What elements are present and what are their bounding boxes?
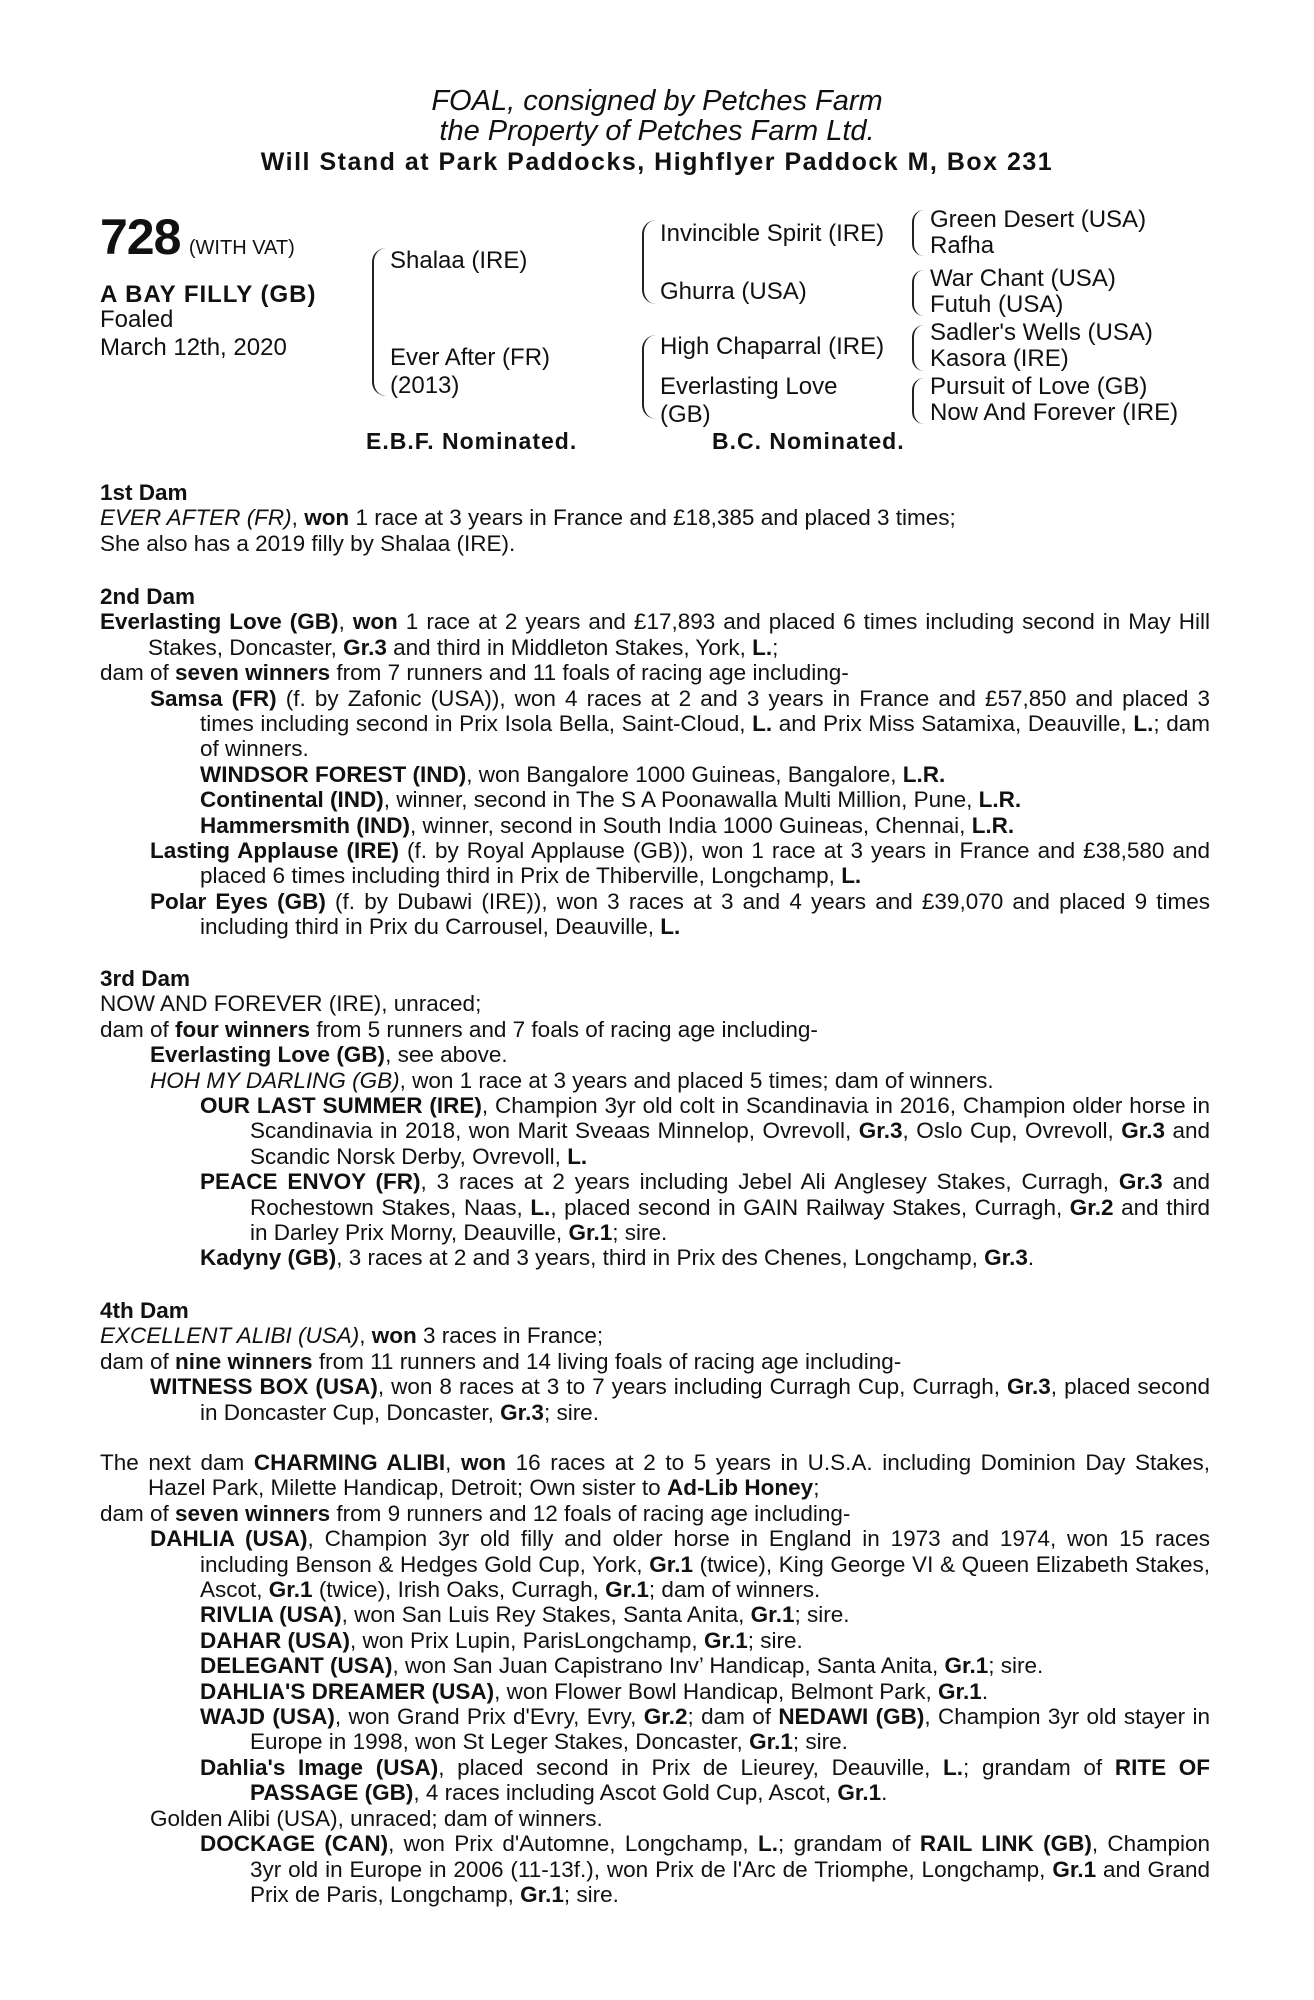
g-brace-1 [912, 210, 924, 256]
vat-label: (WITH VAT) [188, 237, 295, 259]
produce-entry: DOCKAGE (CAN), won Prix d'Automne, Longchamp, L.; grandam of RAIL LINK (GB), Champion 3yr old in Europe in 2006 (11-13f.), won Prix de l'Arc de Triomphe, Longchamp, Gr.1 and Grand Prix de Paris, Longchamp, Gr.1; sire. [200, 1831, 1210, 1907]
dam-note: She also has a 2019 filly by Shalaa (IRE). [100, 530, 516, 556]
foaled-label: Foaled [100, 306, 174, 333]
produce-entry: PEACE ENVOY (FR), 3 races at 2 years including Jebel Ali Anglesey Stakes, Curragh, Gr.3 and Rochestown Stakes, Naas, L., placed second in GAIN Railway Stakes, Curragh, Gr.2 and third in Darley Prix Morny, Deauville, Gr.1; sire. [200, 1169, 1210, 1246]
sire-sire: Invincible Spirit (IRE) [660, 220, 885, 247]
produce-entry: OUR LAST SUMMER (IRE), Champion 3yr old colt in Scandinavia in 2016, Champion older horse in Scandinavia in 2018, won Marit Sveaas Minnelop, Ovrevoll, Gr.3, Oslo Cup, Ovrevoll, Gr.3 and Scandic Norsk Derby, Ovrevoll, L. [200, 1093, 1211, 1169]
dam-record: The next dam CHARMING ALIBI, won 16 races at 2 to 5 years in U.S.A. including Dominion Day Stakes, Hazel Park, Milette Handicap, Detroit; Own sister to Ad-Lib Honey; [100, 1450, 1210, 1501]
produce-entry: WITNESS BOX (USA), won 8 races at 3 to 7 years including Curragh Cup, Curragh, Gr.3, placed second in Doncaster Cup, Doncaster, Gr.3; sire. [150, 1374, 1210, 1425]
produce-entry: Lasting Applause (IRE) (f. by Royal Applause (GB)), won 1 race at 3 years in France and £38,580 and placed 6 times including third in Prix de Thiberville, Longchamp, L. [150, 838, 1210, 889]
lot-name: A BAY FILLY (GB) [100, 281, 317, 308]
consignor-line: FOAL, consigned by Petches Farm [431, 85, 883, 117]
produce-entry: Samsa (FR) (f. by Zafonic (USA)), won 4 races at 2 and 3 years in France and £57,850 and placed 3 times including second in Prix Isola Bella, Saint-Cloud, L. and Prix Miss Satamixa, Deauville, L.; dam of winners. [150, 685, 1210, 762]
produce-entry: Hammersmith (IND), winner, second in South India 1000 Guineas, Chennai, L.R. [200, 812, 1015, 838]
ebf-nominated: E.B.F. Nominated. [366, 428, 578, 454]
grandsire-4: Pursuit of Love (GB) [930, 373, 1148, 400]
sire-brace [642, 220, 656, 304]
dam-record: EXCELLENT ALIBI (USA), won 3 races in France; [100, 1323, 604, 1349]
produce-entry: Continental (IND), winner, second in The S A Poonawalla Multi Million, Pune, L.R. [200, 787, 1022, 813]
section-title: 3rd Dam [100, 966, 191, 991]
produce-entry: WINDSOR FOREST (IND), won Bangalore 1000 Guineas, Bangalore, L.R. [200, 761, 946, 787]
produce-entry: DELEGANT (USA), won San Juan Capistrano Inv’ Handicap, Santa Anita, Gr.1; sire. [200, 1653, 1044, 1679]
produce-summary: dam of seven winners from 9 runners and 12 foals of racing age including- [100, 1500, 851, 1526]
pedigree-brace [372, 248, 386, 396]
lot-number-block [100, 208, 295, 266]
g-brace-4 [912, 378, 924, 424]
grandsire-1: Green Desert (USA) [930, 206, 1147, 233]
second-dam-section [100, 584, 1210, 940]
foaled-date: March 12th, 2020 [100, 334, 287, 361]
granddam-3: Kasora (IRE) [930, 345, 1069, 372]
produce-entry: Dahlia's Image (USA), placed second in Prix de Lieurey, Deauville, L.; grandam of RITE OF PASSAGE (GB), 4 races including Ascot Gold Cup, Ascot, Gr.1. [200, 1754, 1210, 1806]
lot-number: 728 [100, 209, 181, 265]
produce-summary: dam of nine winners from 11 runners and 14 living foals of racing age including- [100, 1348, 902, 1374]
granddam-2: Futuh (USA) [930, 291, 1064, 318]
sire-name: Shalaa (IRE) [390, 247, 528, 274]
grandsire-2: War Chant (USA) [930, 265, 1116, 292]
produce-entry: Kadyny (GB), 3 races at 2 and 3 years, third in Prix des Chenes, Longchamp, Gr.3. [200, 1245, 1035, 1271]
produce-summary: dam of four winners from 5 runners and 7 foals of racing age including- [100, 1016, 818, 1042]
dam-name: Ever After (FR) [390, 344, 551, 371]
dam-dam-origin: (GB) [660, 401, 711, 428]
dam-record: NOW AND FOREVER (IRE), unraced; [100, 991, 482, 1017]
section-title: 2nd Dam [100, 584, 196, 609]
produce-entry: DAHLIA (USA), Champion 3yr old filly and older horse in England in 1973 and 1974, won 15 races including Benson & Hedges Gold Cup, York, Gr.1 (twice), King George VI & Queen Elizabeth Stakes, Ascot, Gr.1 (twice), Irish Oaks, Curragh, Gr.1; dam of winners. [150, 1526, 1211, 1603]
g-brace-3 [912, 325, 924, 371]
fourth-dam-section [100, 1298, 1210, 1425]
dam-dam: Everlasting Love [660, 373, 838, 400]
produce-entry: Everlasting Love (GB), see above. [150, 1042, 508, 1068]
property-line: the Property of Petches Farm Ltd. [439, 115, 875, 147]
section-title: 4th Dam [100, 1298, 189, 1323]
produce-entry: HOH MY DARLING (GB), won 1 race at 3 years and placed 5 times; dam of winners. [150, 1067, 994, 1093]
grandsire-3: Sadler's Wells (USA) [930, 319, 1153, 346]
dam-year: (2013) [390, 372, 460, 399]
granddam-1: Rafha [930, 232, 995, 259]
produce-entry: WAJD (USA), won Grand Prix d'Evry, Evry, Gr.2; dam of NEDAWI (GB), Champion 3yr old stayer in Europe in 1998, won St Leger Stakes, Doncaster, Gr.1; sire. [200, 1704, 1210, 1755]
section-title: 1st Dam [100, 480, 188, 505]
produce-summary: dam of seven winners from 7 runners and 11 foals of racing age including- [100, 660, 849, 686]
location-line: Will Stand at Park Paddocks, Highflyer Paddock M, Box 231 [260, 148, 1054, 176]
g-brace-2 [912, 270, 924, 316]
sire-dam: Ghurra (USA) [660, 278, 807, 305]
granddam-4: Now And Forever (IRE) [930, 399, 1179, 426]
next-dam-section [100, 1450, 1210, 1907]
third-dam-section [100, 966, 1210, 1271]
bc-nominated: B.C. Nominated. [712, 428, 905, 454]
first-dam-section [100, 480, 1210, 556]
dam-brace [642, 335, 656, 419]
dam-record: Everlasting Love (GB), won 1 race at 2 years and £17,893 and placed 6 times including second in May Hill Stakes, Doncaster, Gr.3 and third in Middleton Stakes, York, L.; [100, 609, 1210, 660]
dam-sire: High Chaparral (IRE) [660, 333, 885, 360]
produce-entry: Golden Alibi (USA), unraced; dam of winners. [150, 1805, 603, 1831]
produce-entry: RIVLIA (USA), won San Luis Rey Stakes, Santa Anita, Gr.1; sire. [200, 1602, 850, 1628]
produce-entry: DAHLIA'S DREAMER (USA), won Flower Bowl Handicap, Belmont Park, Gr.1. [200, 1678, 989, 1704]
produce-entry: DAHAR (USA), won Prix Lupin, ParisLongchamp, Gr.1; sire. [200, 1627, 803, 1653]
dam-record: EVER AFTER (FR), won 1 race at 3 years in France and £18,385 and placed 3 times; [100, 505, 956, 531]
produce-entry: Polar Eyes (GB) (f. by Dubawi (IRE)), won 3 races at 3 and 4 years and £39,070 and placed 9 times including third in Prix du Carrousel, Deauville, L. [150, 888, 1210, 940]
